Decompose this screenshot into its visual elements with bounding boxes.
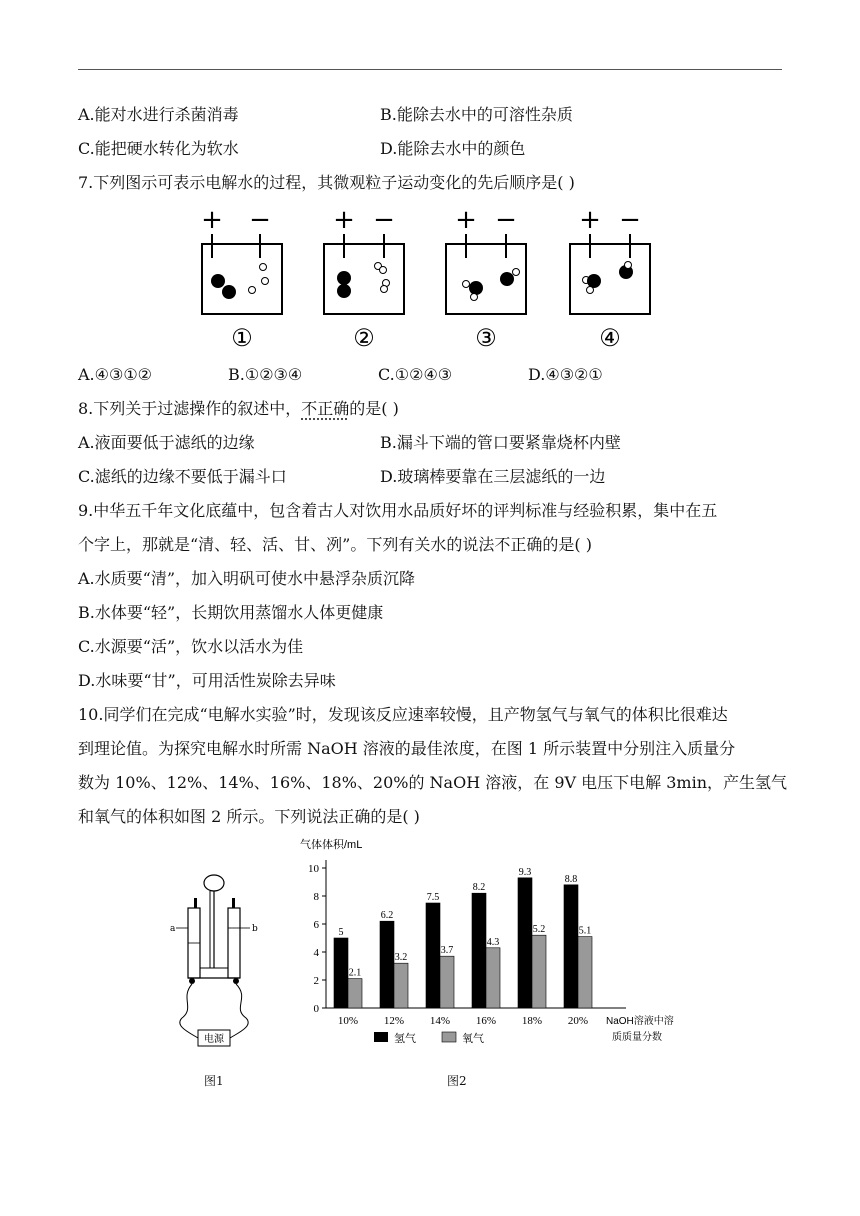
bar-hydrogen bbox=[380, 921, 394, 1008]
figure-label-4: ④ bbox=[599, 324, 621, 352]
x-tick-label: 14% bbox=[429, 1015, 451, 1027]
q8-stem-pre: 8.下列关于过滤操作的叙述中， bbox=[78, 399, 302, 418]
q10-stem-line1: 10.同学们在完成“电解水实验”时，发现该反应速率较慢，且产物氢气与氧气的体积比很难达 bbox=[78, 705, 728, 724]
q9-stem-line2: 个字上，那就是“清、轻、活、甘、冽”。下列有关水的说法不正确的是( ) bbox=[78, 535, 592, 554]
x-tick-label: 12% bbox=[383, 1015, 405, 1027]
data-label: 7.5 bbox=[426, 892, 440, 903]
label-b: b bbox=[252, 924, 258, 934]
y-tick-label: 2 bbox=[313, 975, 319, 987]
q7-option-c: C.①②④③ bbox=[378, 365, 453, 384]
legend-label-hydrogen: 氢气 bbox=[394, 1032, 416, 1045]
y-tick-label: 0 bbox=[313, 1003, 319, 1015]
q8-option-d: D.玻璃棒要靠在三层滤纸的一边 bbox=[380, 467, 606, 486]
q6-option-d: D.能除去水中的颜色 bbox=[380, 139, 526, 158]
q9-option-c: C.水源要“活”，饮水以活水为佳 bbox=[78, 637, 304, 656]
q9-stem-line1: 9.中华五千年文化底蕴中，包含着古人对饮用水品质好坏的评判标准与经验积累，集中在五 bbox=[78, 501, 718, 520]
x-tick-label: 10% bbox=[337, 1015, 359, 1027]
y-tick-label: 4 bbox=[313, 947, 319, 959]
q6-option-a: A.能对水进行杀菌消毒 bbox=[78, 105, 239, 124]
figure-label-1: ① bbox=[231, 324, 253, 352]
x-tick-label: 20% bbox=[567, 1015, 589, 1027]
minus-sign: − bbox=[373, 208, 395, 235]
data-label: 2.1 bbox=[348, 967, 362, 979]
q10-stem-line4: 和氧气的体积如图 2 所示。下列说法正确的是( ) bbox=[78, 807, 420, 826]
gas-volume-bar-chart bbox=[300, 836, 720, 1056]
electrolysis-figure bbox=[190, 208, 670, 358]
bar-oxygen bbox=[440, 956, 454, 1008]
bar-hydrogen bbox=[564, 885, 578, 1008]
x-axis-label-line1: NaOH溶液中溶 bbox=[606, 1016, 674, 1027]
data-label: 5.1 bbox=[578, 925, 592, 937]
data-label: 3.7 bbox=[440, 945, 454, 957]
bar-oxygen bbox=[394, 963, 408, 1008]
plus-sign: + bbox=[333, 208, 355, 235]
plus-sign: + bbox=[579, 208, 601, 235]
q8-option-b: B.漏斗下端的管口要紧靠烧杯内壁 bbox=[380, 433, 621, 452]
x-tick-label: 18% bbox=[521, 1015, 543, 1027]
q8-stem bbox=[78, 398, 399, 420]
q6-option-b: B.能除去水中的可溶性杂质 bbox=[380, 105, 573, 124]
bar-oxygen bbox=[486, 948, 500, 1008]
minus-sign: − bbox=[495, 208, 517, 235]
beaker-2 bbox=[324, 208, 404, 314]
q8-stem-post: 的是( ) bbox=[349, 399, 399, 418]
y-axis-label: 气体体积/mL bbox=[300, 839, 363, 851]
q7-option-a: A.④③①② bbox=[78, 365, 153, 384]
bar-oxygen bbox=[578, 937, 592, 1008]
beaker-1 bbox=[201, 208, 282, 314]
data-label: 4.3 bbox=[486, 936, 500, 948]
data-label: 6.2 bbox=[380, 910, 394, 922]
q7-option-d: D.④③②① bbox=[528, 365, 603, 384]
figure-label-3: ③ bbox=[475, 324, 497, 352]
legend-swatch-oxygen bbox=[442, 1032, 456, 1042]
q9-option-b: B.水体要“轻”，长期饮用蒸馏水人体更健康 bbox=[78, 603, 384, 622]
bar-oxygen bbox=[348, 979, 362, 1008]
q9-option-d: D.水味要“甘”，可用活性炭除去异味 bbox=[78, 671, 336, 690]
fig2-caption: 图2 bbox=[447, 1074, 467, 1088]
plus-sign: + bbox=[201, 208, 223, 235]
data-label: 5 bbox=[338, 927, 344, 938]
x-tick-label: 16% bbox=[475, 1015, 497, 1027]
legend-label-oxygen: 氧气 bbox=[462, 1032, 484, 1045]
y-tick-label: 6 bbox=[313, 919, 319, 931]
q10-stem-line3: 数为 10%、12%、14%、16%、18%、20%的 NaOH 溶液，在 9V 电压下电解 3min，产生氢气 bbox=[78, 773, 788, 792]
bar-hydrogen bbox=[426, 903, 440, 1008]
label-a: a bbox=[170, 924, 176, 934]
q8-stem-emphasis: 不正确 bbox=[301, 399, 350, 418]
q8-option-a: A.液面要低于滤纸的边缘 bbox=[78, 433, 255, 452]
data-label: 8.8 bbox=[564, 873, 578, 885]
q8-option-c: C.滤纸的边缘不要低于漏斗口 bbox=[78, 467, 287, 486]
beaker-4 bbox=[570, 208, 650, 314]
bar-oxygen bbox=[532, 935, 546, 1008]
beaker-3 bbox=[446, 208, 526, 314]
q9-option-a: A.水质要“清”，加入明矾可使水中悬浮杂质沉降 bbox=[78, 569, 416, 588]
fig1-caption: 图1 bbox=[204, 1074, 224, 1088]
minus-sign: − bbox=[619, 208, 641, 235]
power-supply-label: 电源 bbox=[204, 1034, 224, 1045]
q7-option-b: B.①②③④ bbox=[228, 365, 303, 384]
q10-stem-line2: 到理论值。为探究电解水时所需 NaOH 溶液的最佳浓度，在图 1 所示装置中分别注入质量分 bbox=[78, 739, 736, 758]
data-label: 9.3 bbox=[518, 866, 532, 878]
y-tick-label: 10 bbox=[308, 863, 319, 875]
x-axis-label-line2: 质质量分数 bbox=[612, 1032, 662, 1043]
y-tick-label: 8 bbox=[313, 891, 319, 903]
bar-hydrogen bbox=[518, 878, 532, 1008]
q7-stem: 7.下列图示可表示电解水的过程，其微观粒子运动变化的先后顺序是( ) bbox=[78, 173, 575, 192]
bar-hydrogen bbox=[334, 938, 348, 1008]
data-label: 3.2 bbox=[394, 952, 408, 964]
data-label: 5.2 bbox=[532, 924, 546, 936]
figure-label-2: ② bbox=[353, 324, 375, 352]
legend-swatch-hydrogen bbox=[374, 1032, 388, 1042]
minus-sign: − bbox=[249, 208, 271, 235]
bar-hydrogen bbox=[472, 893, 486, 1008]
plus-sign: + bbox=[455, 208, 477, 235]
q6-option-c: C.能把硬水转化为软水 bbox=[78, 139, 239, 158]
header-rule bbox=[78, 69, 782, 70]
data-label: 8.2 bbox=[472, 882, 486, 894]
electrolysis-apparatus-figure bbox=[170, 868, 270, 1053]
